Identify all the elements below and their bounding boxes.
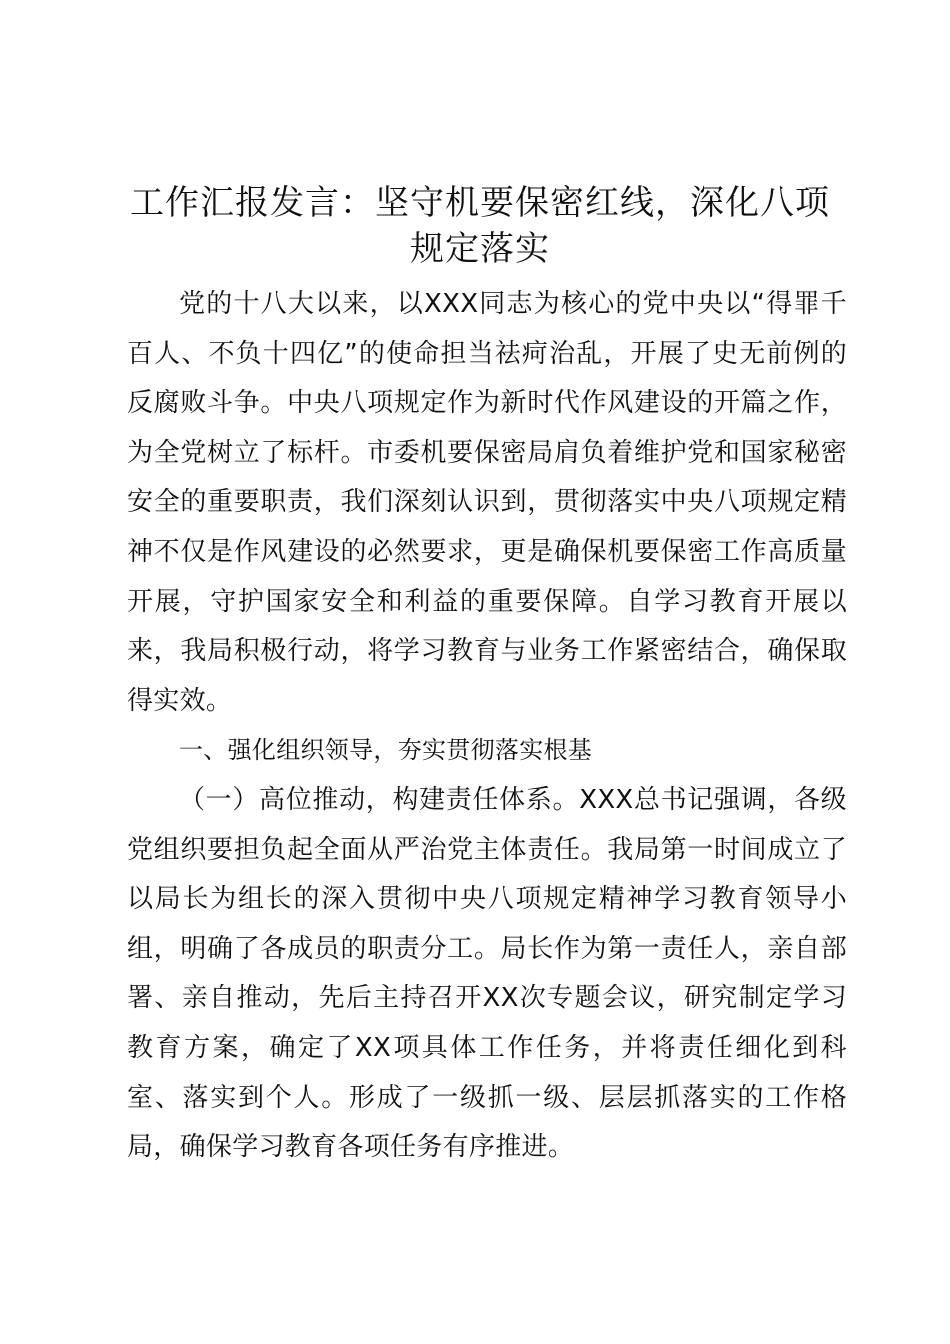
title-line-1: 工作汇报发言：坚守机要保密红线，深化八项 [130,183,830,223]
section-heading-1: 一、强化组织领导，夯实贯彻落实根基 [179,736,593,765]
document-body [127,280,847,1173]
title-line-2: 规定落实 [410,229,550,269]
section-1-paragraph: （一）高位推动，构建责任体系。XXX总书记强调，各级党组织要担负起全面从严治党主体责任。我局第一时间成立了以局长为组长的深入贯彻中央八项规定精神学习教育领导小组，明确了各成员的职责分工。局长作为第一责任人，亲自部署、亲自推动，先后主持召开XX次专题会议，研究制定学习教育方案，确定了XX项具体工作任务，并将责任细化到科室、落实到个人。形成了一级抓一级、层层抓落实的工作格局，确保学习教育各项任务有序推进。 [127,784,847,1163]
intro-paragraph: 党的十八大以来，以XXX同志为核心的党中央以“得罪千百人、不负十四亿”的使命担当祛疴治乱，开展了史无前例的反腐败斗争。中央八项规定作为新时代作风建设的开篇之作，为全党树立了标杆。市委机要保密局肩负着维护党和国家秘密安全的重要职责，我们深刻认识到，贯彻落实中央八项规定精神不仅是作风建设的必然要求，更是确保机要保密工作高质量开展，守护国家安全和利益的重要保障。自学习教育开展以来，我局积极行动，将学习教育与业务工作紧密结合，确保取得实效。 [127,289,847,716]
document-title [110,180,850,272]
